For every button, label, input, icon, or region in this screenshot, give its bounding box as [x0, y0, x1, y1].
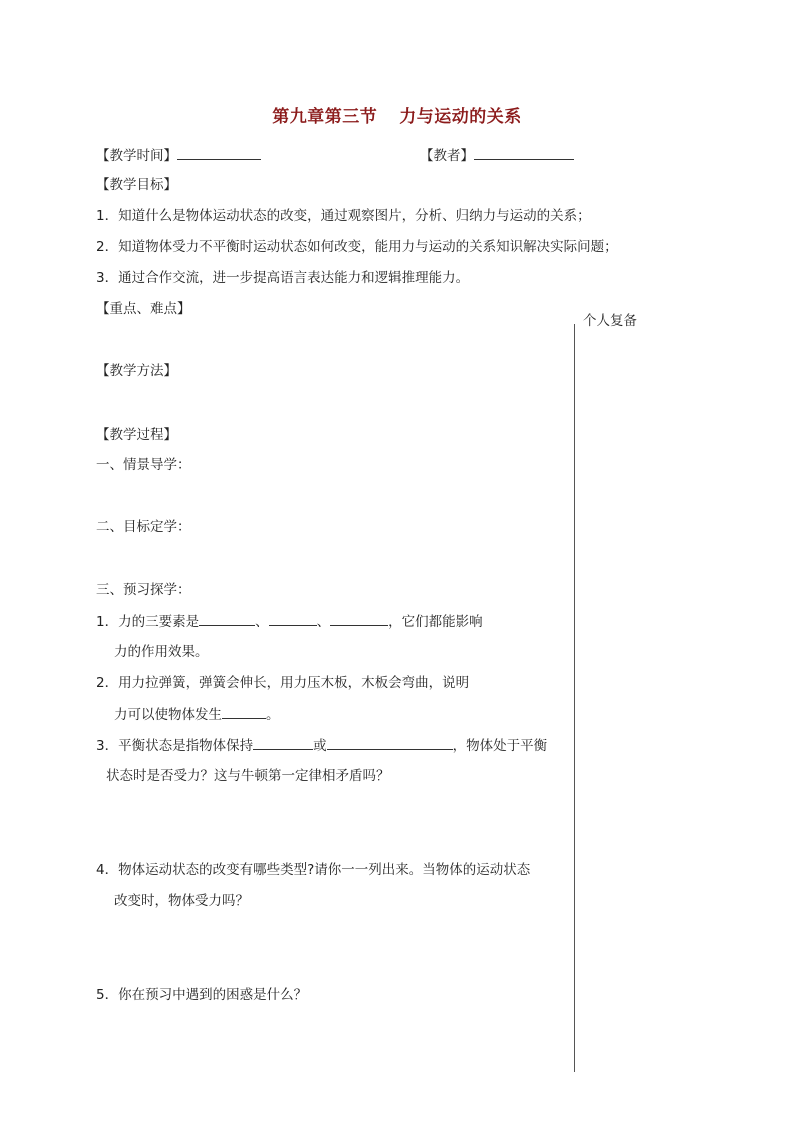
question-4: 4．物体运动状态的改变有哪些类型?请你一一列出来。当物体的运动状态	[96, 862, 531, 878]
objectives-heading: 【教学目标】	[96, 177, 177, 193]
question-3-text-end: ，物体处于平衡	[452, 738, 548, 754]
teacher-row	[420, 145, 574, 166]
process-heading: 【教学过程】	[96, 427, 177, 443]
question-1-blank-2[interactable]	[269, 611, 317, 626]
section-situation: 一、情景导学：	[96, 457, 191, 473]
objective-item: 2．知道物体受力不平衡时运动状态如何改变，能用力与运动的关系知识解决实际问题；	[96, 239, 618, 255]
question-3-cont: 状态时是否受力？这与牛顿第一定律相矛盾吗？	[106, 768, 390, 784]
page-title	[0, 102, 794, 127]
teaching-time-label: 【教学时间】	[96, 148, 177, 164]
question-1-blank-1[interactable]	[199, 611, 255, 626]
objective-item: 1．知道什么是物体运动状态的改变，通过观察图片，分析、归纳力与运动的关系；	[96, 208, 591, 224]
question-1-text: 1．力的三要素是	[96, 614, 200, 630]
question-3-blank-1[interactable]	[253, 735, 313, 750]
question-2-cont	[114, 704, 280, 725]
section-goals: 二、目标定学：	[96, 519, 191, 535]
separator: 、	[255, 614, 269, 630]
question-1-text-end: ，它们都能影响	[388, 614, 483, 630]
question-1	[96, 611, 483, 632]
question-3-or: 或	[313, 738, 327, 754]
question-5: 5．你在预习中遇到的困惑是什么？	[96, 987, 308, 1003]
margin-divider	[574, 324, 575, 1072]
question-2-text: 力可以使物体发生	[114, 707, 222, 723]
question-3	[96, 735, 547, 756]
personal-review-label: 个人复备	[583, 313, 637, 329]
separator: 、	[316, 614, 331, 630]
question-3-text: 3．平衡状态是指物体保持	[96, 738, 254, 754]
teaching-time-row	[96, 145, 261, 166]
teacher-label: 【教者】	[420, 148, 474, 164]
section-preview: 三、预习探学：	[96, 582, 191, 598]
question-2-blank[interactable]	[222, 704, 266, 719]
question-4-cont: 改变时，物体受力吗？	[114, 893, 249, 909]
methods-heading: 【教学方法】	[96, 363, 177, 379]
period: 。	[266, 707, 280, 723]
teacher-blank[interactable]	[474, 145, 574, 160]
question-1-cont: 力的作用效果。	[114, 644, 209, 660]
teaching-time-blank[interactable]	[177, 145, 261, 160]
question-1-blank-3[interactable]	[330, 611, 388, 626]
key-points-heading: 【重点、难点】	[96, 301, 191, 317]
objective-item: 3．通过合作交流，进一步提高语言表达能力和逻辑推理能力。	[96, 270, 470, 286]
question-3-blank-2[interactable]	[327, 735, 453, 750]
chapter-section: 第九章第三节	[272, 107, 378, 127]
question-2: 2．用力拉弹簧，弹簧会伸长，用力压木板，木板会弯曲，说明	[96, 675, 470, 691]
lesson-title: 力与运动的关系	[399, 107, 522, 127]
